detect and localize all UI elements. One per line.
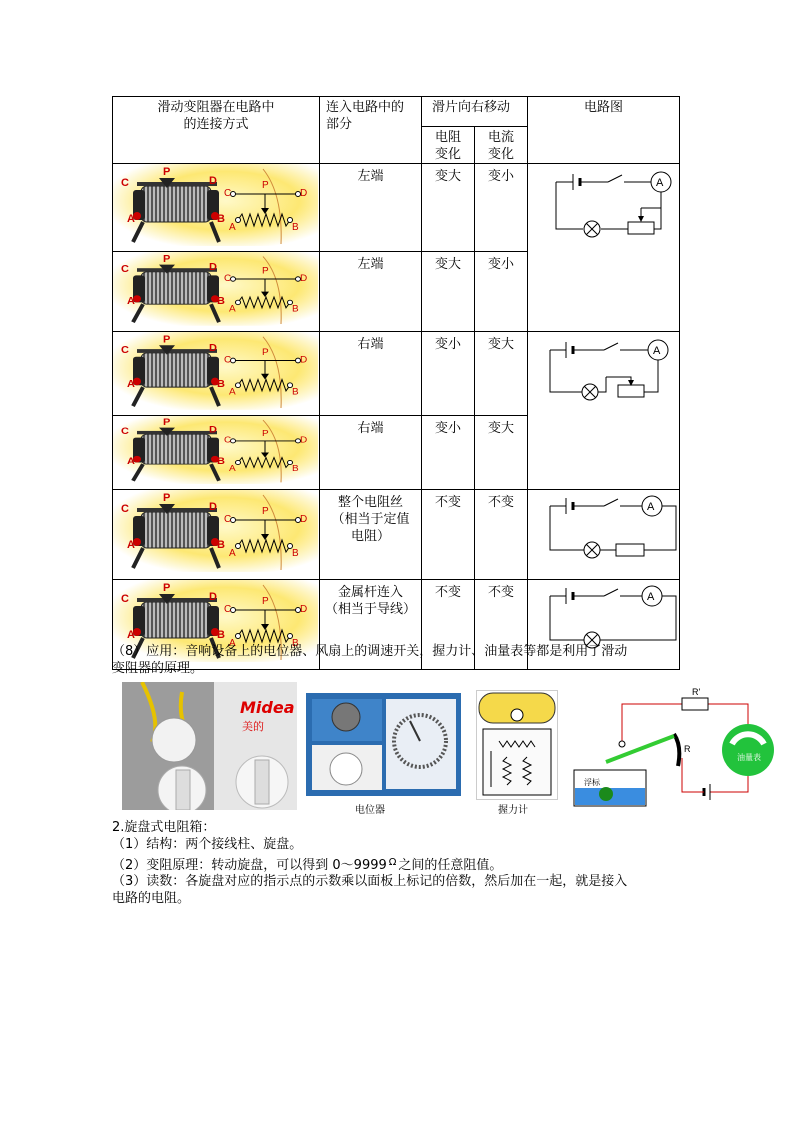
svg-text:A: A — [647, 501, 655, 513]
table-row: 整个电阻丝 （相当于定值 电阻） 不变 不变 A — [113, 490, 680, 580]
box-reading-line2: 电路的电阻。 — [112, 891, 191, 906]
header-connection: 滑动变阻器在电路中 的连接方式 — [113, 97, 320, 164]
box-structure: （1）结构：两个接线柱、旋盘。 — [112, 837, 303, 852]
rheostat-illustration — [113, 164, 318, 246]
rheostat-table — [112, 96, 680, 670]
rheostat-photo — [113, 332, 320, 416]
circuit-svg-1 — [528, 164, 678, 324]
header-circuit: 电路图 — [528, 97, 680, 164]
header-current: 电流 变化 — [475, 127, 528, 164]
grip-meter-caption: 握力计 — [498, 805, 528, 816]
table-row: 左端 变大 变小 A — [113, 164, 680, 252]
header-part: 连入电路中的 部分 — [320, 97, 422, 164]
svg-text:R: R — [684, 744, 691, 754]
table-row: 金属杆连入 （相当于导线） 不变 不变 A — [113, 580, 680, 670]
rheostat-photo — [113, 252, 320, 332]
table-row: 右端 变小 变大 A — [113, 332, 680, 416]
svg-text:浮标: 浮标 — [584, 778, 600, 787]
header-resistance: 电阻 变化 — [422, 127, 475, 164]
potentiometer-caption: 电位器 — [355, 805, 385, 816]
fan-switch-photo — [122, 682, 297, 810]
svg-text:A: A — [656, 177, 664, 189]
header-slide-right: 滑片向右移动 — [422, 97, 528, 127]
box-reading-line1: （3）读数：各旋盘对应的指示点的示数乘以面板上标记的倍数，然后加在一起，就是接入 — [112, 874, 628, 889]
application-line1: （8）应用：音响设备上的电位器、风扇上的调速开关，握力计、油量表等都是利用了滑动 — [112, 644, 628, 659]
box-principle: （2）变阻原理：转动旋盘，可以得到 0～9999 $^\Omega$ 之间的任意阻值。 — [112, 857, 503, 873]
svg-text:A: A — [647, 591, 655, 603]
grip-meter-photo — [476, 690, 558, 800]
rheostat-photo — [113, 490, 320, 580]
application-line2: 变阻器的原理。 — [112, 661, 204, 676]
ohm-symbol: Ω — [388, 857, 397, 868]
svg-text:A: A — [653, 345, 661, 357]
svg-text:R': R' — [692, 687, 701, 697]
rheostat-illustration — [113, 332, 318, 410]
box-title: 2.旋盘式电阻箱： — [112, 820, 216, 835]
rheostat-illustration — [113, 490, 318, 574]
circuit-svg-3 — [528, 490, 678, 574]
fan-brand-cn: 美的 — [242, 720, 264, 733]
rheostat-photo — [113, 416, 320, 490]
rheostat-illustration — [113, 252, 318, 326]
table-row: 右端 变小 变大 — [113, 416, 680, 490]
circuit-diagram-right — [528, 332, 680, 490]
rheostat-illustration — [113, 416, 318, 484]
circuit-diagram-left — [528, 164, 680, 332]
table-row: 左端 变大 变小 — [113, 252, 680, 332]
potentiometer-photo — [306, 693, 461, 796]
svg-text:油量表: 油量表 — [737, 753, 761, 762]
circuit-diagram-fixed — [528, 490, 680, 580]
rheostat-photo — [113, 164, 320, 252]
fan-brand: Midea — [240, 698, 295, 717]
circuit-svg-2 — [528, 332, 678, 482]
oil-gauge-diagram — [570, 686, 790, 811]
